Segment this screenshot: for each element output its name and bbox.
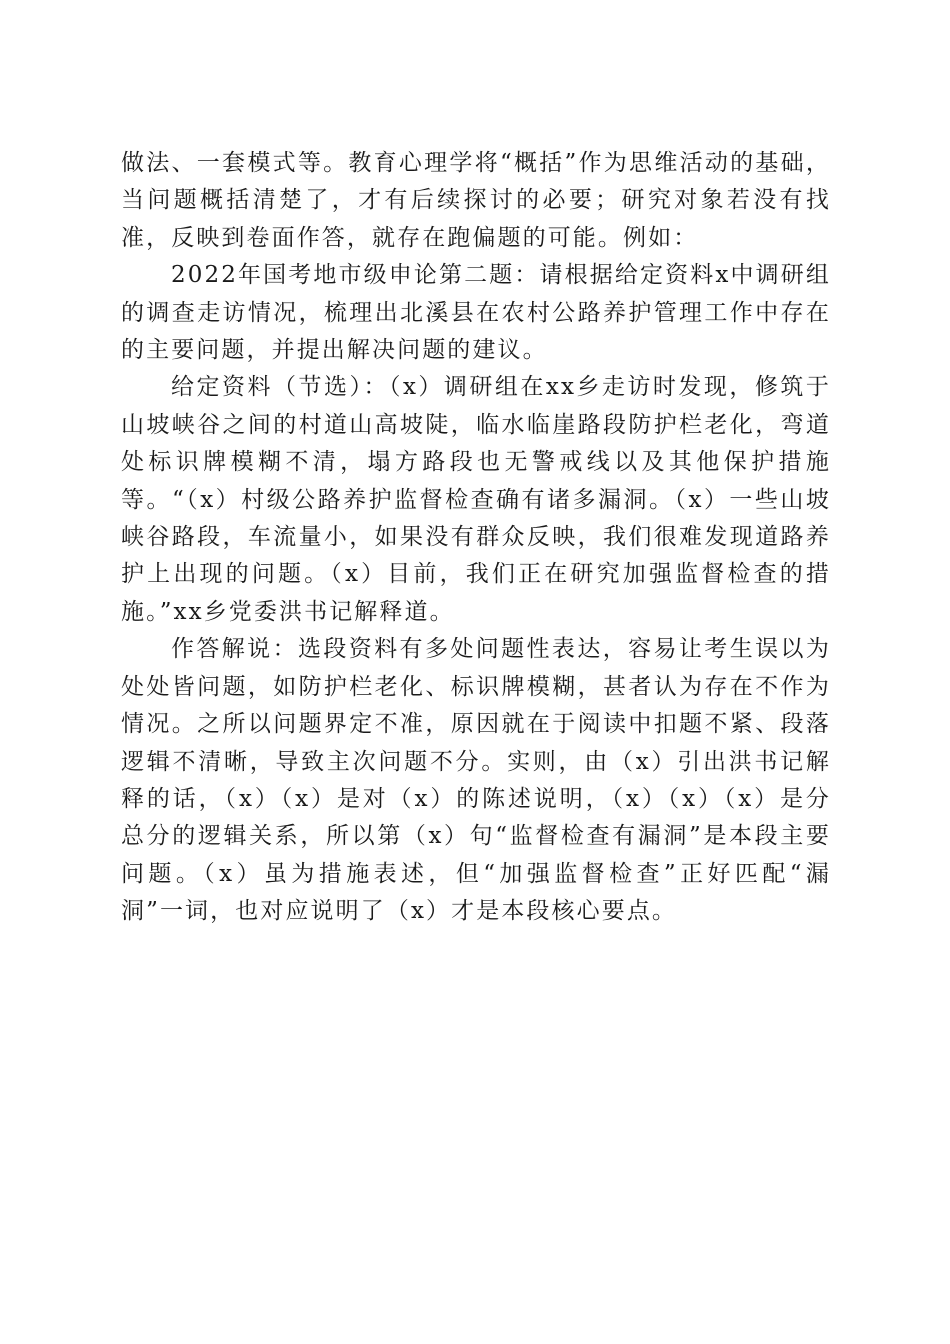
paragraph-continuation: 做法、一套模式等。教育心理学将“概括”作为思维活动的基础，当问题概括清楚了，才有后续探讨的必要；研究对象若没有找准，反映到卷面作答，就存在跑偏题的可能。例如： xyxy=(121,150,831,251)
paragraph-exam-question: 2022年国考地市级申论第二题：请根据给定资料x中调研组的调查走访情况，梳理出北溪县在农村公路养护管理工作中存在的主要问题，并提出解决问题的建议。 xyxy=(121,262,831,364)
paragraph-given-material: 给定资料（节选）：（x）调研组在xx乡走访时发现，修筑于山坡峡谷之间的村道山高坡陡，临水临崖路段防护栏老化，弯道处标识牌模糊不清，塌方路段也无警戒线以及其他保护措施等。“（x）村级公路养护监督检查确有诸多漏洞。（x）一些山坡峡谷路段，车流量小，如果没有群众反映，我们很难发现道路养护上出现的问题。（x）目前，我们正在研究加强监督检查的措施。”xx乡党委洪书记解释道。 xyxy=(121,374,831,625)
document-body xyxy=(121,145,831,931)
paragraph-answer-explanation: 作答解说：选段资料有多处问题性表达，容易让考生误以为处处皆问题，如防护栏老化、标识牌模糊，甚者认为存在不作为情况。之所以问题界定不准，原因就在于阅读中扣题不紧、段落逻辑不清晰，导致主次问题不分。实则，由（x）引出洪书记解释的话，（x）（x）是对（x）的陈述说明，（x）（x）（x）是分总分的逻辑关系，所以第（x）句“监督检查有漏洞”是本段主要问题。（x）虽为措施表述，但“加强监督检查”正好匹配“漏洞”一词，也对应说明了（x）才是本段核心要点。 xyxy=(121,636,831,925)
